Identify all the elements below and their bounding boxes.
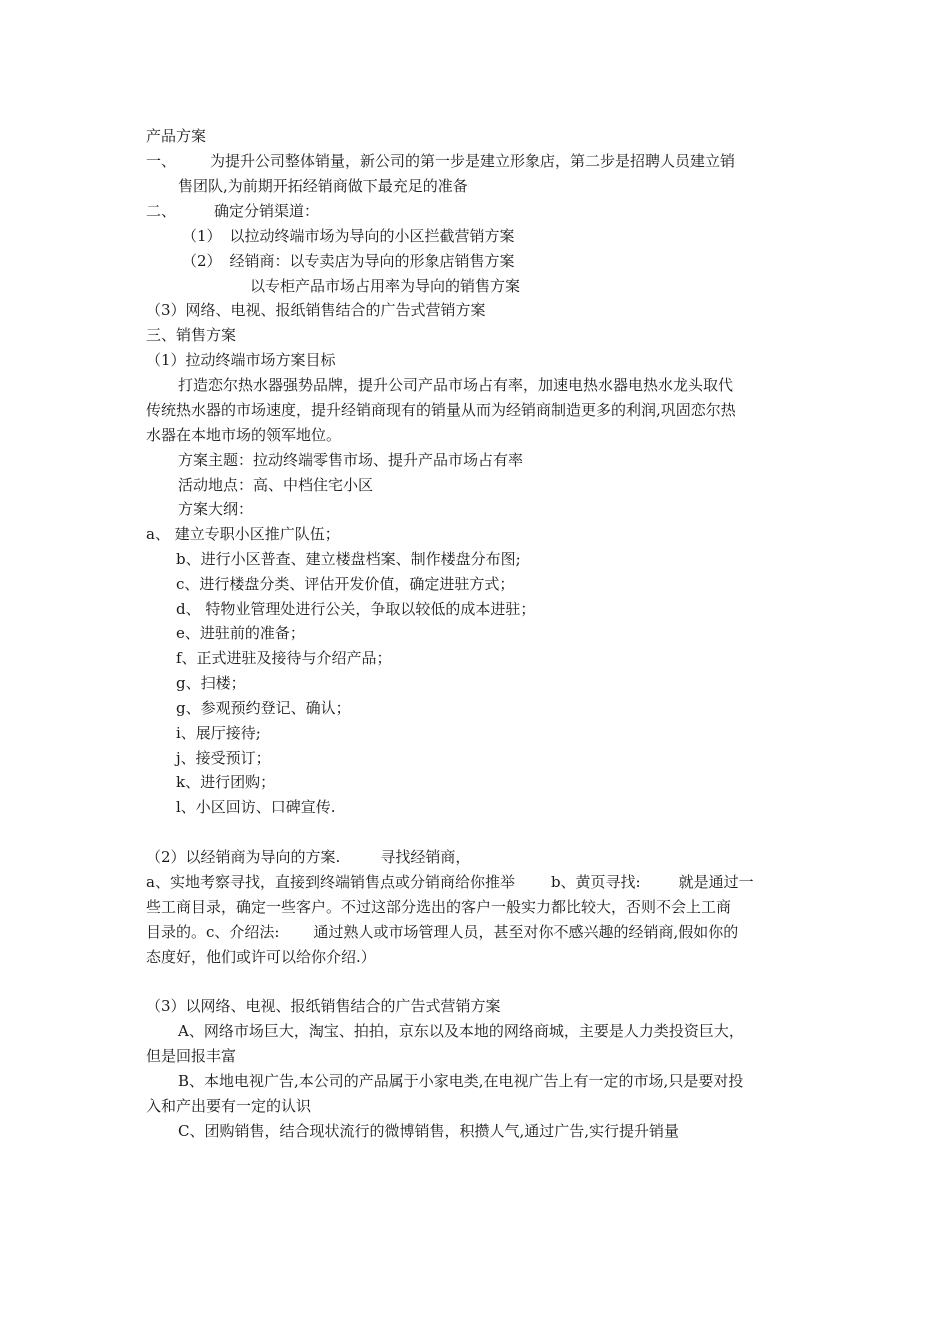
outline-item: b、进行小区普查、建立楼盘档案、制作楼盘分布图; [176,550,521,568]
plan-1-place: 活动地点：高、中档住宅小区 [178,476,374,494]
outline-item: d、 特物业管理处进行公关，争取以较低的成本进驻； [176,600,536,618]
outline-item: g、扫楼； [176,674,246,692]
outline-item: k、进行团购； [176,773,276,791]
section-2-item-1 [182,224,854,249]
outline-item: j、接受预订； [176,749,271,767]
plan-2-line-1 [146,870,818,895]
section-1-line-1 [146,149,818,174]
plan-2-method-c-text: 通过熟人或市场管理人员，甚至对你不感兴趣的经销商,假如你的 [313,923,739,941]
plan-3-item-a-continued: 但是回报丰富 [146,1047,237,1065]
outline-item: l、小区回访、口碑宣传. [176,798,336,816]
section-1-text: 为提升公司整体销量，新公司的第一步是建立形象店，第二步是招聘人员建立销 [210,152,736,170]
item-number: （2） [182,252,222,270]
outline-item: f、正式进驻及接待与介绍产品； [176,649,392,667]
plan-1-body-line-3: 水器在本地市场的领军地位。 [146,426,342,444]
plan-3-item-b-continued: 入和产出要有一定的认识 [146,1097,312,1115]
plan-2-line-4: 态度好，他们或许可以给你介绍.） [146,948,376,966]
plan-2-method-b-text: 就是通过一 [678,873,754,891]
plan-3-item-a: A、网络市场巨大，淘宝、拍拍，京东以及本地的网络商城，主要是人力类投资巨大， [178,1022,744,1040]
item-text: 经销商：以专卖店为导向的形象店销售方案 [229,252,515,270]
plan-3-title: （3）以网络、电视、报纸销售结合的广告式营销方案 [146,997,501,1015]
outline-item: g、参观预约登记、确认； [176,699,351,717]
section-2-item-2-continued: 以专柜产品市场占用率为导向的销售方案 [250,277,521,295]
plan-1-title: （1）拉动终端市场方案目标 [146,351,336,369]
plan-1-theme: 方案主题：拉动终端零售市场、提升产品市场占有率 [178,451,524,469]
outline-item: c、进行楼盘分类、评估开发价值，确定进驻方式； [176,575,515,593]
doc-title: 产品方案 [146,127,207,145]
item-number: （1） [182,227,222,245]
section-2-text: 确定分销渠道： [214,202,320,220]
section-1-number: 一、 [146,152,177,170]
plan-2-method-a: a、实地考察寻找，直接到终端销售点或分销商给你推举 [146,873,515,891]
plan-1-body-line-1: 打造恋尔热水器强势品牌，提升公司产品市场占有率，加速电热水器电热水龙头取代 [178,376,734,394]
section-2-number: 二、 [146,202,177,220]
plan-2-title-main: （2）以经销商为导向的方案. [146,848,341,866]
plan-3-item-c: C、团购销售，结合现状流行的微博销售，积攒人气,通过广告,实行提升销量 [178,1122,680,1140]
section-2-item-2 [182,249,854,274]
item-text: 以拉动终端市场为导向的小区拦截营销方案 [229,227,515,245]
plan-2-method-c: 目录的。c、介绍法: [146,923,280,941]
plan-1-outline: 方案大纲： [178,500,254,518]
plan-3-item-b: B、本地电视广告,本公司的产品属于小家电类,在电视广告上有一定的市场,只是要对投 [178,1072,744,1090]
section-1-line-2: 售团队,为前期开拓经销商做下最充足的准备 [178,177,468,195]
section-2-heading [146,199,818,224]
section-3-heading: 三、销售方案 [146,326,237,344]
plan-2-method-b: b、黄页寻找: [550,873,641,891]
outline-item: i、展厅接待; [176,724,261,742]
outline-item: a、 建立专职小区推广队伍； [146,525,340,543]
plan-2-title-sub: 寻找经销商， [380,848,471,866]
plan-1-body-line-2: 传统热水器的市场速度，提升经销商现有的销量从而为经销商制造更多的利润,巩固恋尔热 [146,401,736,419]
plan-2-title [146,845,818,870]
plan-2-line-3 [146,920,818,945]
plan-2-line-2: 些工商目录，确定一些客户。不过这部分选出的客户一般实力都比较大，否则不会上工商 [146,898,732,916]
section-2-item-3: （3）网络、电视、报纸销售结合的广告式营销方案 [146,301,486,319]
outline-item: e、进驻前的准备； [176,624,305,642]
